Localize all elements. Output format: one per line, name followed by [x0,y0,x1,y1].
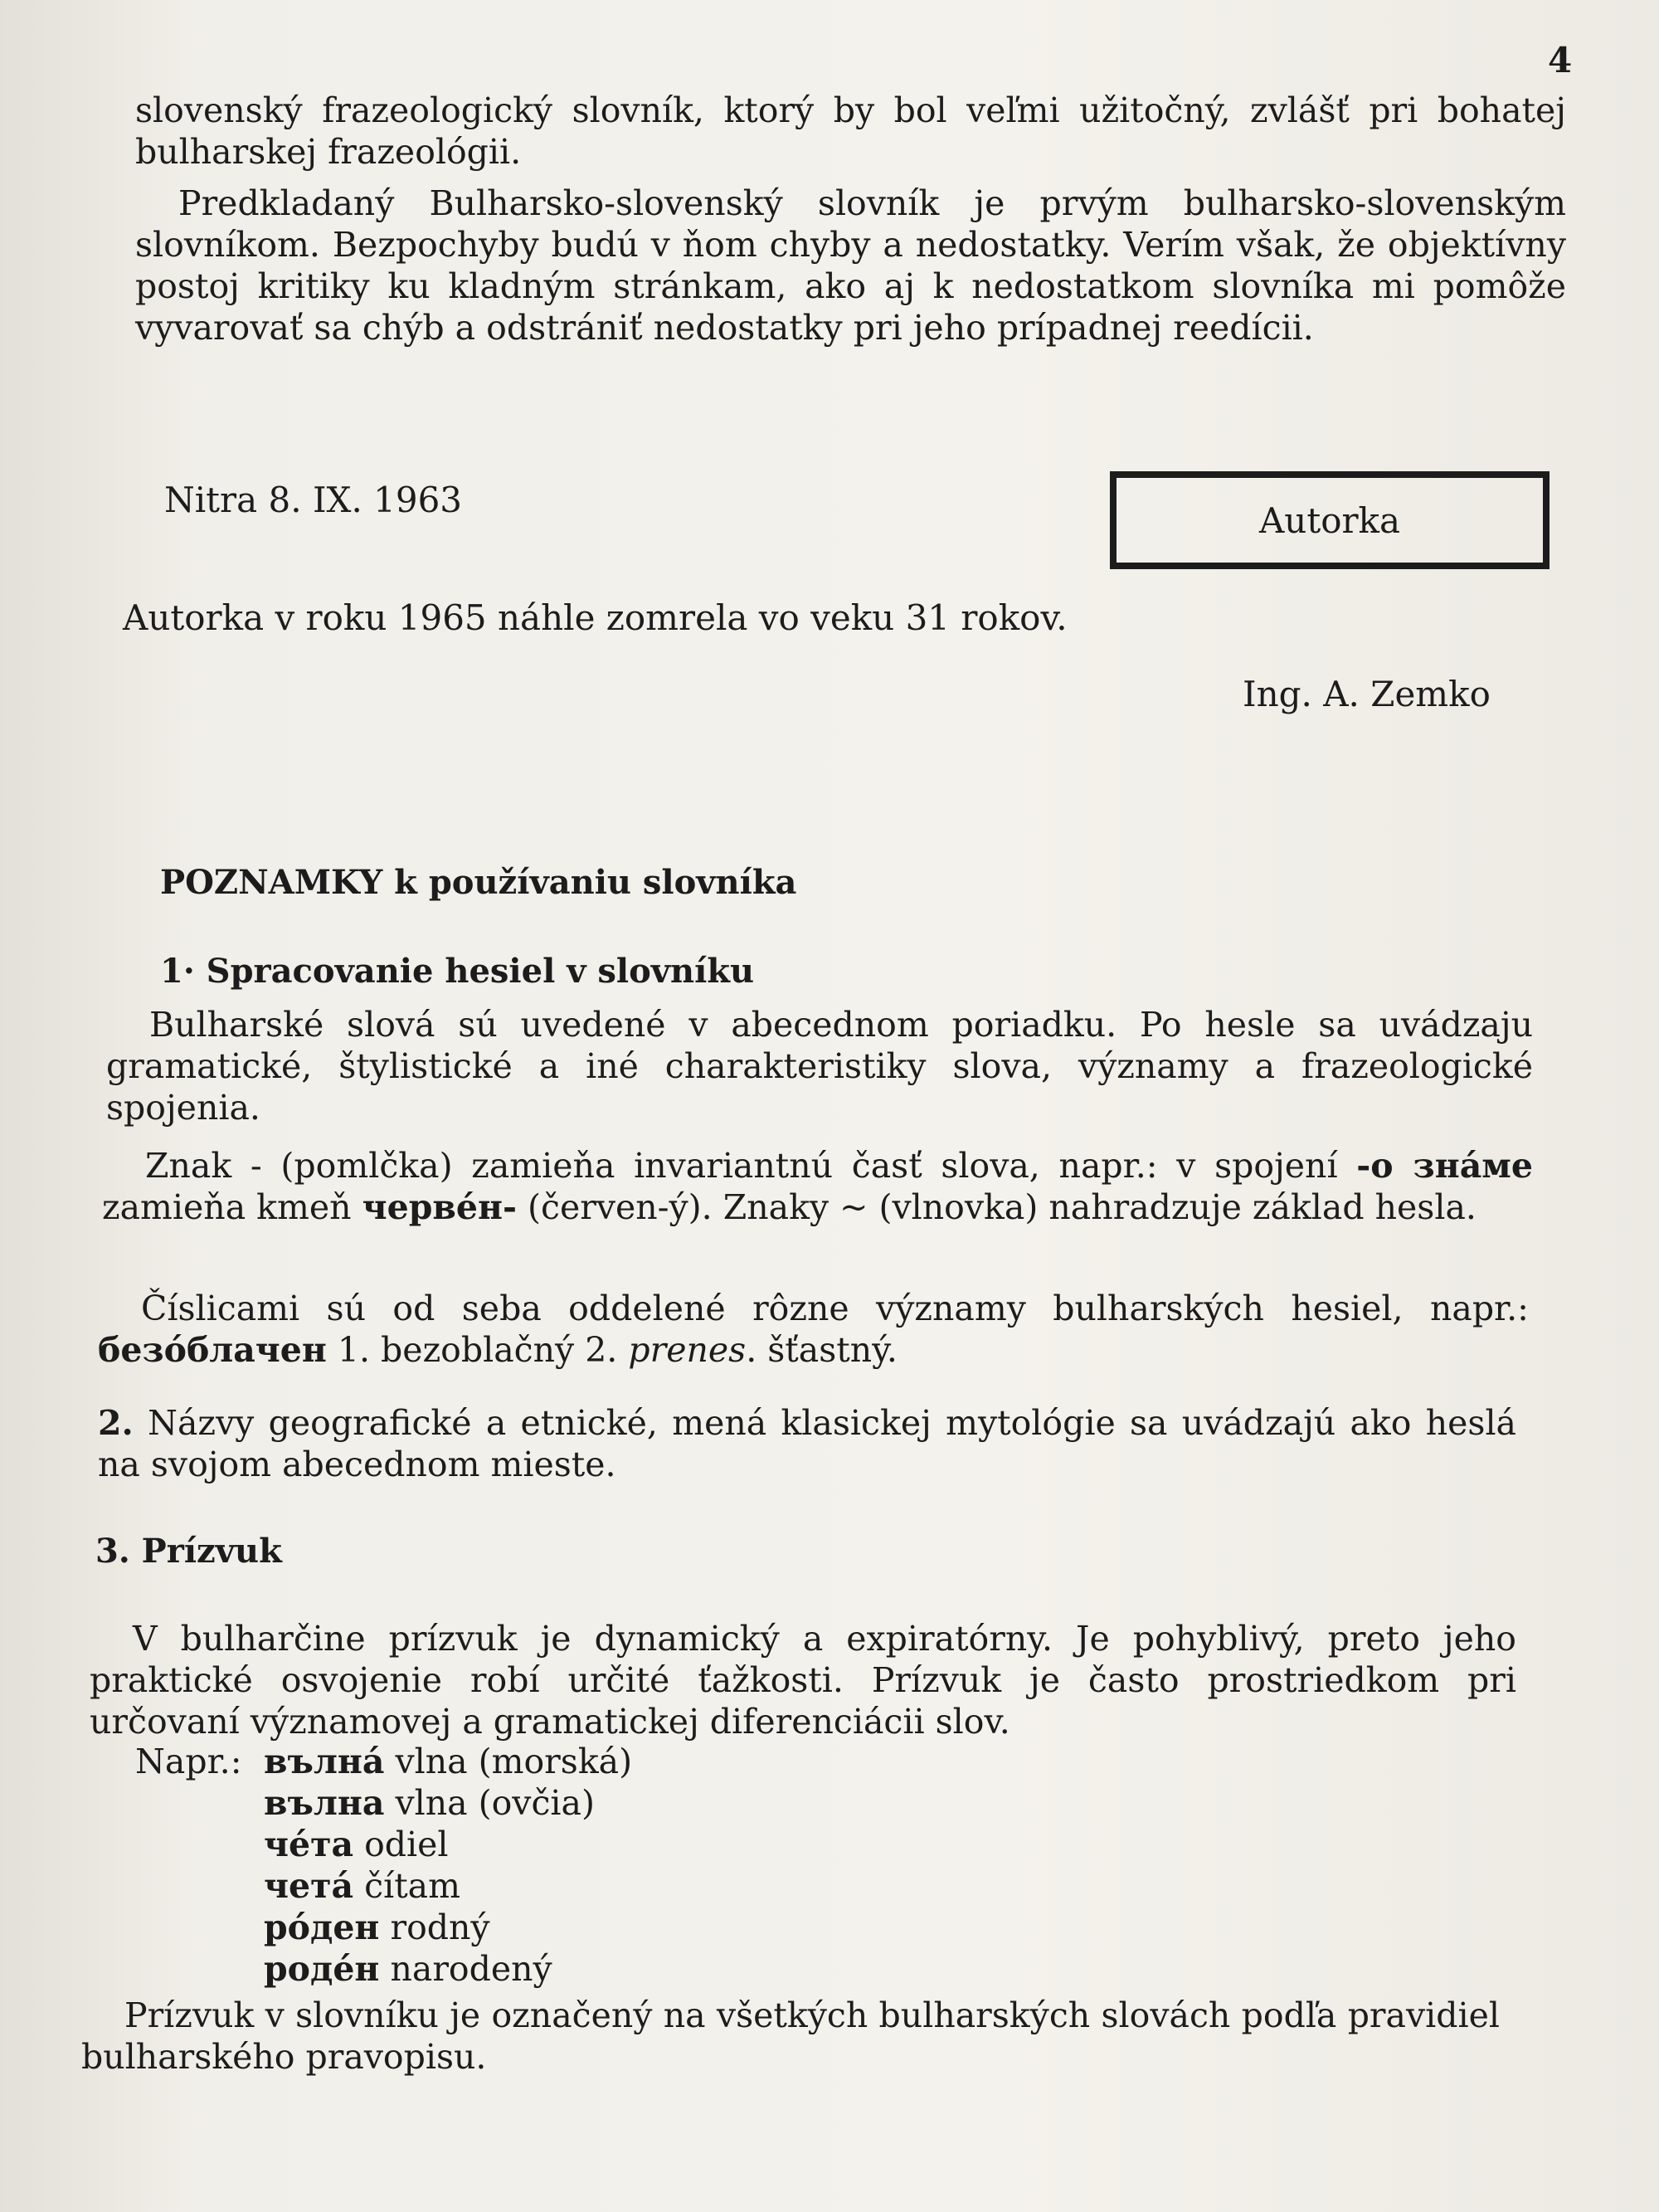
section-3-paragraph: V bulharčine prízvuk je dynamický a expiratórny. Je pohyblivý, preto jeho praktické osvojenie robí určité ťažkosti. Prízvuk je často prostriedkom pri určovaní významovej a gramatickej diferenciácii slov. [90,1619,1516,1742]
example-sk-meaning: čítam [364,1866,460,1906]
example-sk-meaning: odiel [364,1825,449,1864]
p2-text-e: (červen-ý). Znaky ~ (vlnovka) nahradzuje základ hesla. [516,1187,1477,1227]
section-1-paragraph-2 [102,1145,1533,1228]
p2-example-známe: -о знáме [1356,1146,1533,1186]
example-row [264,1782,595,1824]
example-row [264,1907,490,1948]
intro-paragraph-2: Predkladaný Bulharsko-slovenský slovník je prvým bulharsko-slovenským slovníkom. Bezpochyby budú v ňom chyby a nedostatky. Verím však, že objektívny postoj kritiky ku kladným stránkam, ako aj k nedostatkom slovníka mi pomôže vyvarovať sa chýb a odstrániť nedostatky pri jeho prípadnej reedícii. [135,183,1566,348]
section-1-paragraph-1: Bulharské slová sú uvedené v abecednom poriadku. Po hesle sa uvádzaju gramatické, štylistické a iné charakteristiky slova, významy a frazeologické spojenia. [106,1005,1533,1128]
author-signature-box [1110,471,1550,569]
section-1-paragraph-3 [98,1288,1529,1371]
p2-text-a: Znak - (pomlčka) zamieňa invariantnú časť slova, napr.: v spojení [145,1146,1357,1186]
p3-text-a: Číslicami sú od seba oddelené rôzne významy bulharských hesiel, napr.: [141,1289,1529,1328]
p3-prenes: prenes [628,1330,747,1370]
section-3-heading: 3. Prízvuk [95,1532,282,1571]
place-date: Nitra 8. IX. 1963 [164,480,463,520]
example-sk-meaning: vlna (morská) [395,1742,633,1781]
example-row [264,1865,460,1907]
example-row [264,1824,449,1865]
example-bg-word: четá [264,1866,354,1906]
author-signature: Autorka [1258,499,1401,541]
notes-title-rest: k používaniu slovníka [382,863,797,902]
example-sk-meaning: rodný [390,1907,490,1947]
intro-paragraph-1: slovenský frazeologický slovník, ktorý by bol veľmi užitočný, zvlášť pri bohatej bulharskej frazeológii. [135,90,1566,172]
p3-text-e: . šťastný. [746,1330,898,1370]
section-2-text: Názvy geografické a etnické, mená klasickej mytológie sa uvádzajú ako heslá na svojom abecednom mieste. [98,1403,1516,1484]
p2-text-c: zamieňa kmeň [102,1187,362,1227]
notes-title [160,863,796,902]
notes-title-bold: POZNAMKY [160,863,383,902]
example-bg-word: вълнá [264,1742,385,1781]
napr-label: Napr.: [135,1742,242,1781]
example-bg-word: чéта [264,1825,354,1864]
page-number: 4 [1548,40,1573,80]
example-row [264,1948,552,1990]
section-1-heading: 1· Spracovanie hesiel v slovníku [160,952,755,991]
example-sk-meaning: vlna (ovčia) [395,1783,595,1823]
obituary-note: Autorka v roku 1965 náhle zomrela vo veku 31 rokov. [123,597,1068,638]
example-row [264,1741,632,1782]
p3-text-c: 1. bezoblačný 2. [326,1330,629,1370]
p3-example-bezoblachen: безóблачен [98,1330,327,1370]
p2-example-červén: червéн- [362,1187,517,1227]
example-bg-word: родéн [264,1949,380,1989]
section-3-closing-paragraph: Prízvuk v slovníku je označený na všetkých bulharských slovách podľa pravidiel bulharského pravopisu. [81,1995,1500,2077]
example-bg-word: вълна [264,1783,385,1823]
example-bg-word: рóден [264,1907,380,1947]
obituary-signature: Ing. A. Zemko [1243,674,1491,714]
example-sk-meaning: narodený [390,1949,552,1989]
section-2-number: 2. [98,1403,134,1443]
section-2-paragraph [98,1402,1516,1485]
